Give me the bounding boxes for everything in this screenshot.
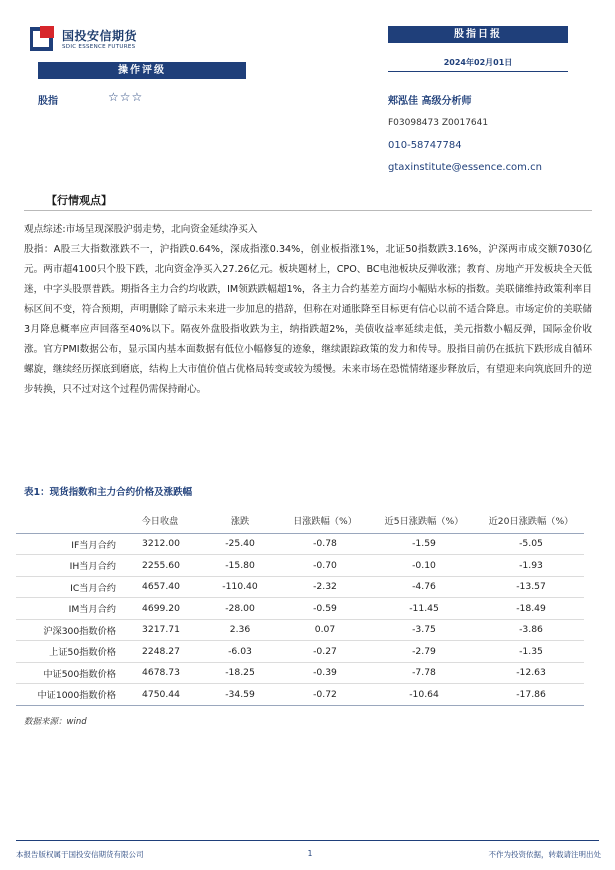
logo-chinese-name: 国投安信期货 xyxy=(62,29,138,43)
table-row xyxy=(16,598,584,620)
close-value: 3212.00 xyxy=(120,533,200,555)
analyst-phone: 010-58747784 xyxy=(388,140,462,151)
five-day-pct: -4.76 xyxy=(370,576,478,598)
analyst-name: 郏泓佳 高级分析师 xyxy=(388,96,472,107)
rating-banner: 操作评级 xyxy=(38,62,246,79)
twenty-day-pct: -1.93 xyxy=(478,555,584,577)
close-value: 2248.27 xyxy=(120,641,200,663)
section-title: 【行情观点】 xyxy=(46,194,112,207)
summary-paragraph: 观点综述:市场呈现深股沪弱走势，北向资金延续净买入 xyxy=(24,224,258,235)
change-value: -15.80 xyxy=(200,555,280,577)
header-cell: 涨跌 xyxy=(200,507,280,533)
instrument-name: 沪深300指数价格 xyxy=(16,619,120,641)
five-day-pct: -0.10 xyxy=(370,555,478,577)
instrument-name: IC当月合约 xyxy=(16,576,120,598)
rating-stars-icon: ☆☆☆ xyxy=(108,90,144,104)
report-type-banner: 股指日报 xyxy=(388,26,568,43)
table-row xyxy=(16,555,584,577)
five-day-pct: -1.59 xyxy=(370,533,478,555)
footer-divider xyxy=(16,840,599,841)
close-value: 4699.20 xyxy=(120,598,200,620)
table-row xyxy=(16,684,584,706)
company-logo xyxy=(30,24,170,54)
daily-pct: -2.32 xyxy=(280,576,370,598)
copyright-notice: 本报告版权属于国投安信期货有限公司 xyxy=(16,850,144,859)
change-value: 2.36 xyxy=(200,619,280,641)
change-value: -18.25 xyxy=(200,662,280,684)
instrument-name: IF当月合约 xyxy=(16,533,120,555)
header-cell: 近20日涨跌幅（%） xyxy=(478,507,584,533)
daily-pct: -0.59 xyxy=(280,598,370,620)
header-cell: 日涨跌幅（%） xyxy=(280,507,370,533)
close-value: 4678.73 xyxy=(120,662,200,684)
table-row xyxy=(16,641,584,663)
twenty-day-pct: -17.86 xyxy=(478,684,584,706)
table-row xyxy=(16,662,584,684)
change-value: -6.03 xyxy=(200,641,280,663)
daily-pct: 0.07 xyxy=(280,619,370,641)
header-cell: 今日收盘 xyxy=(120,507,200,533)
close-value: 2255.60 xyxy=(120,555,200,577)
twenty-day-pct: -3.86 xyxy=(478,619,584,641)
twenty-day-pct: -12.63 xyxy=(478,662,584,684)
header-cell xyxy=(16,507,120,533)
detail-paragraph: 股指：A股三大指数涨跌不一，沪指跌0.64%，深成指涨0.34%，创业板指涨1%，北证50指数跌3.16%，沪深两市成交额7030亿元。两市超4100只个股下跌，北向资金净买入27.26亿元。板块题材上，CPO、BC电池板块反弹收涨；教育、房地产开发板块全天低迷，中字头股票普跌。期指各主力合约均收跌，IM领跌跌幅超1%，各主力合约基差方面均小幅贴水标的指数。美联储维持政策利率目标区间不变，符合预期，声明删除了暗示未来进一步加息的措辞，但称在对通胀降至目标更有信心以前不适合降息。市场定价的美联储3月降息概率应声回落至40%以下。隔夜外盘股指收跌为主，纳指跌超2%，美债收益率延续走低，美元指数小幅反弹，国际金价收涨。官方PMI数据公布，显示国内基本面数据有低位小幅修复的迹象，继续跟踪政策的发力和传导。股指目前仍在抵抗下跌形成自循环螺旋，继续经历探底到磨底，结构上大市值价值占优格局转变或较为缓慢。未来市场在恐慌情绪逐步释放后，有望迎来向筑底回升的逆步转换，只不过对这个过程仍需保持耐心。 xyxy=(24,244,592,395)
five-day-pct: -10.64 xyxy=(370,684,478,706)
close-value: 4657.40 xyxy=(120,576,200,598)
daily-pct: -0.27 xyxy=(280,641,370,663)
close-value: 4750.44 xyxy=(120,684,200,706)
five-day-pct: -3.75 xyxy=(370,619,478,641)
table-header-row xyxy=(16,507,584,533)
disclaimer-notice: 不作为投资依据，转载请注明出处 xyxy=(488,850,601,859)
instrument-name: 中证1000指数价格 xyxy=(16,684,120,706)
market-commentary xyxy=(24,220,592,400)
change-value: -34.59 xyxy=(200,684,280,706)
table-title: 表1：现货指数和主力合约价格及涨跌幅 xyxy=(24,487,193,498)
daily-pct: -0.72 xyxy=(280,684,370,706)
daily-pct: -0.78 xyxy=(280,533,370,555)
five-day-pct: -7.78 xyxy=(370,662,478,684)
table-row xyxy=(16,619,584,641)
twenty-day-pct: -5.05 xyxy=(478,533,584,555)
instrument-name: IH当月合约 xyxy=(16,555,120,577)
change-value: -110.40 xyxy=(200,576,280,598)
five-day-pct: -11.45 xyxy=(370,598,478,620)
price-table xyxy=(16,507,584,706)
report-date: 2024年02月01日 xyxy=(443,58,513,67)
twenty-day-pct: -1.35 xyxy=(478,641,584,663)
data-source-note: 数据来源：wind xyxy=(24,717,87,727)
instrument-name: 上证50指数价格 xyxy=(16,641,120,663)
instrument-name: IM当月合约 xyxy=(16,598,120,620)
logo-mark-icon xyxy=(30,26,56,52)
twenty-day-pct: -18.49 xyxy=(478,598,584,620)
five-day-pct: -2.79 xyxy=(370,641,478,663)
change-value: -25.40 xyxy=(200,533,280,555)
twenty-day-pct: -13.57 xyxy=(478,576,584,598)
header-cell: 近5日涨跌幅（%） xyxy=(370,507,478,533)
logo-english-name: SDIC ESSENCE FUTURES xyxy=(62,44,136,50)
close-value: 3217.71 xyxy=(120,619,200,641)
rating-label: 股指 xyxy=(38,96,58,107)
daily-pct: -0.39 xyxy=(280,662,370,684)
daily-pct: -0.70 xyxy=(280,555,370,577)
section-divider xyxy=(24,210,592,211)
analyst-certificate: F03098473 Z0017641 xyxy=(388,118,489,128)
instrument-name: 中证500指数价格 xyxy=(16,662,120,684)
change-value: -28.00 xyxy=(200,598,280,620)
table-row xyxy=(16,576,584,598)
table-row xyxy=(16,533,584,555)
page-number: 1 xyxy=(307,849,313,858)
header-divider xyxy=(388,71,568,72)
analyst-email-link[interactable]: gtaxinstitute@essence.com.cn xyxy=(388,162,542,173)
